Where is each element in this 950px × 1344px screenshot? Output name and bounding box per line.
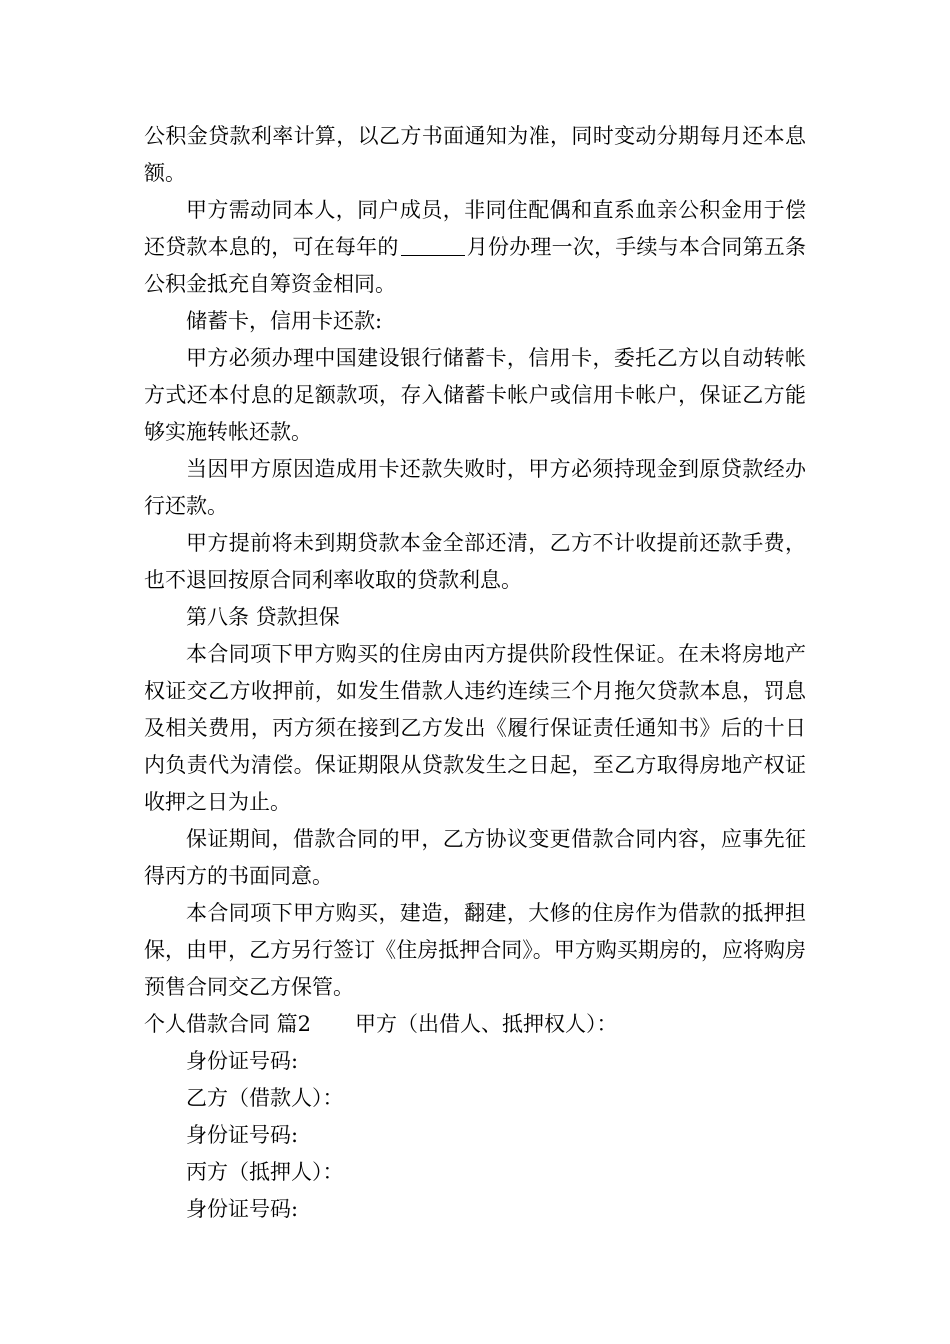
paragraph-card-repayment-heading: 储蓄卡，信用卡还款: [186,309,383,333]
section-2-heading-line [144,1006,806,1043]
paragraph-provident-fund-before: 甲方需动同本人，同户成员，非同住配偶和直系血亲公积金用于偿还贷款本息的，可在每年的 [144,198,806,259]
section-2-title: 个人借款合同 篇2 [144,1012,312,1036]
party-b-id-label: 身份证号码: [186,1123,299,1147]
paragraph-mortgage: 本合同项下甲方购买，建造，翻建，大修的住房作为借款的抵押担保，由甲，乙方另行签订《住房抵押合同》。甲方购买期房的，应将购房预售合同交乙方保管。 [144,901,806,999]
paragraph-guarantee: 本合同项下甲方购买的住房由丙方提供阶段性保证。在未将房地产权证交乙方收押前，如发生借款人违约连续三个月拖欠贷款本息，罚息及相关费用，丙方须在接到乙方发出《履行保证责任通知书》后的十日内负责代为清偿。保证期限从贷款发生之日起，至乙方取得房地产权证收押之日为止。 [144,642,806,814]
party-c-label: 丙方（抵押人）： [186,1160,344,1184]
party-b-label: 乙方（借款人）： [186,1086,344,1110]
article-8-title: 第八条 贷款担保 [186,605,340,629]
party-a-id-label: 身份证号码: [186,1049,299,1073]
month-blank-field[interactable] [401,233,465,256]
paragraph-early-repayment: 甲方提前将未到期贷款本金全部还清，乙方不计收提前还款手费，也不退回按原合同利率收取的贷款利息。 [144,531,806,592]
paragraph-card-requirement: 甲方必须办理中国建设银行储蓄卡，信用卡，委托乙方以自动转帐方式还本付息的足额款项，存入储蓄卡帐户或信用卡帐户，保证乙方能够实施转帐还款。 [144,346,806,444]
paragraph-provident-fund-after: 月份办理一次，手续与本合同第五条公积金抵充自筹资金相同。 [144,235,807,296]
paragraph-rate-calculation: 公积金贷款利率计算，以乙方书面通知为准，同时变动分期每月还本息额。 [144,124,806,185]
paragraph-provident-fund [144,192,806,303]
party-a-label: 甲方（出借人、抵押权人）： [355,1012,618,1036]
paragraph-card-failure: 当因甲方原因造成用卡还款失败时，甲方必须持现金到原贷款经办行还款。 [144,457,806,518]
document-body [144,118,806,1228]
paragraph-guarantee-period: 保证期间，借款合同的甲，乙方协议变更借款合同内容，应事先征得丙方的书面同意。 [144,827,806,888]
party-c-id-label: 身份证号码: [186,1197,299,1221]
